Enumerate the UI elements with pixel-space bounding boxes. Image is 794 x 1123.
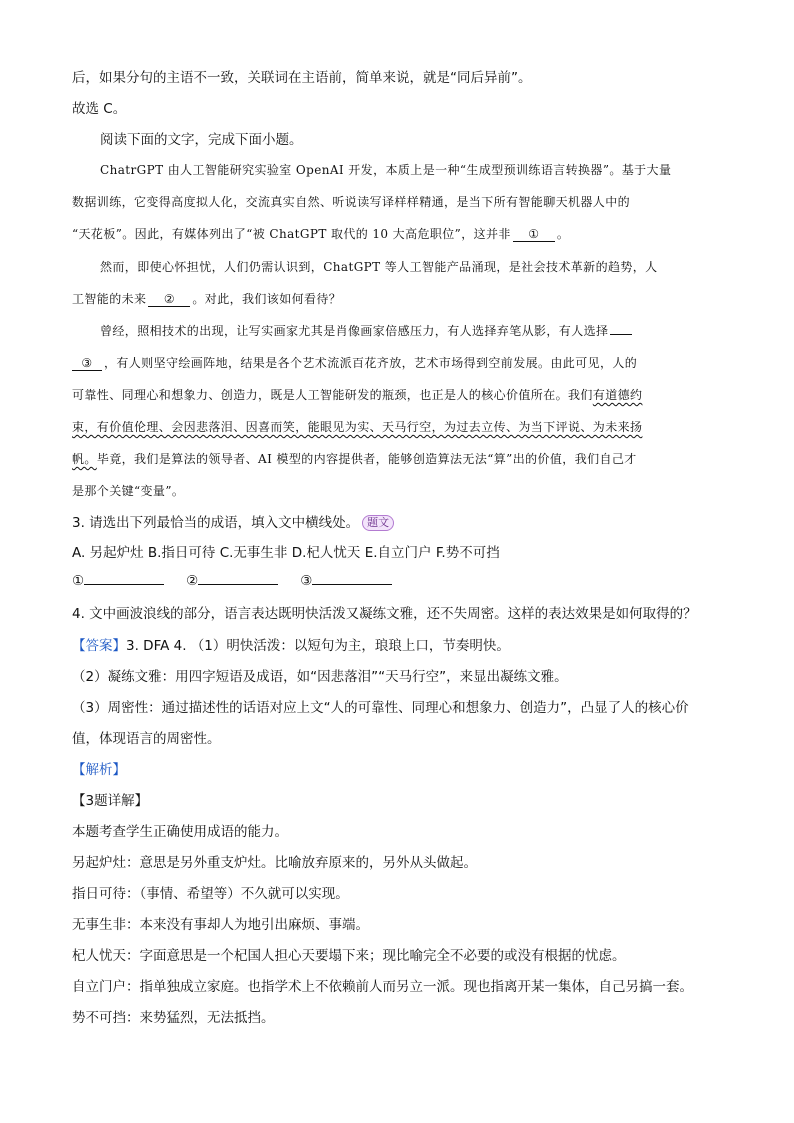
detail-line: 无事生非：本来没有事却人为地引出麻烦、事端。 [72, 917, 369, 933]
detail-line: 指日可待：（事情、希望等）不久就可以实现。 [72, 886, 349, 902]
text-line: 故选 C。 [72, 101, 127, 117]
answer-mark: ① [72, 573, 85, 589]
answer-line [312, 571, 392, 585]
wavy-underline-text: 有道德约 [592, 388, 643, 402]
passage-line [100, 322, 634, 339]
detail-line: 势不可挡：来势猛烈，无法抵挡。 [72, 1010, 275, 1026]
passage-text: 工智能的未来 [72, 292, 147, 306]
answer-mark: ③ [300, 573, 313, 589]
detail-line: 杞人忧天：字面意思是一个杞国人担心天要塌下来；现比喻完全不必要的或没有根据的忧虑。 [72, 948, 626, 964]
passage-line [72, 386, 642, 403]
answer-label: 【答案】 [72, 638, 126, 654]
text-line: 后，如果分句的主语不一致，关联词在主语前，简单来说，就是“同后异前”。 [72, 70, 532, 86]
passage-line [72, 290, 341, 307]
blank-3: ③ [72, 356, 102, 371]
detail-line: 另起炉灶：意思是另外重支炉灶。比喻放弃原来的，另外从头做起。 [72, 855, 477, 871]
detail-label: 【3题详解】 [72, 793, 149, 809]
question-3 [72, 511, 394, 531]
passage-text: 。对此，我们该如何看待？ [192, 292, 342, 306]
blank-2: ② [148, 292, 190, 307]
passage-line [72, 354, 637, 371]
passage-line [72, 418, 642, 435]
answer-mark: ② [186, 573, 199, 589]
passage-text: 毕竟，我们是算法的领导者、AI 模型的内容提供者，能够创造算法无法“算”出的价值，我们自己才 [96, 452, 637, 466]
answer-line: （3）周密性：通过描述性的话语对应上文“人的可靠性、同理心和想象力、创造力”，凸显了人的核心价 [72, 700, 689, 716]
question-4: 4. 文中画波浪线的部分，语言表达既明快活泼又凝练文雅，还不失周密。这样的表达效果是如何取得的？ [72, 606, 697, 622]
answer-line [198, 571, 278, 585]
answer-line: （2）凝练文雅：用四字短语及成语，如“因悲落泪”“天马行空”，来显出凝练文雅。 [72, 669, 568, 685]
detail-line: 自立门户：指单独成立家庭。也指学术上不依赖前人而另立一派。现也指离开某一集体，自己另搞一套。 [72, 979, 693, 995]
question-text: 3. 请选出下列最恰当的成语，填入文中横线处。 [72, 515, 360, 531]
passage-line [72, 225, 569, 242]
wavy-underline-text: 帆。 [72, 452, 97, 466]
reading-instruction: 阅读下面的文字，完成下面小题。 [100, 132, 303, 148]
passage-text: ，有人则坚守绘画阵地，结果是各个艺术流派百花齐放，艺术市场得到空前发展。由此可见，人的 [104, 356, 638, 370]
passage-line: 数据训练，它变得高度拟人化，交流真实自然、听说读写译样样精通，是当下所有智能聊天机器人中的 [72, 195, 631, 209]
blank-1: ① [513, 227, 555, 242]
passage-text: “天花板”。因此，有媒体列出了“被 ChatGPT 取代的 10 大高危职位”，这并非 [72, 227, 511, 241]
wavy-underline-text: 束，有价值伦理、会因悲落泪、因喜而笑，能眼见为实、天马行空，为过去立传、为当下评说、为未来扬 [72, 420, 643, 434]
passage-line: 然而，即使心怀担忧，人们仍需认识到，ChatGPT 等人工智能产品涌现，是社会技术革新的趋势，人 [100, 260, 658, 274]
passage-text: 曾经，照相技术的出现，让写实画家尤其是肖像画家倍感压力，有人选择弃笔从影，有人选择 [100, 324, 609, 338]
passage-line: ChatrGPT 由人工智能研究实验室 OpenAI 开发，本质上是一种“生成型预训练语言转换器”。基于大量 [100, 163, 672, 177]
passage-text: 。 [556, 227, 570, 241]
answer-line [84, 571, 164, 585]
question-options: A. 另起炉灶 B.指日可待 C.无事生非 D.杞人忧天 E.自立门户 F.势不可挡 [72, 545, 500, 561]
answer-text: 3. DFA 4. （1）明快活泼：以短句为主，琅琅上口，节奏明快。 [126, 638, 510, 654]
detail-line: 本题考查学生正确使用成语的能力。 [72, 824, 288, 840]
passage-line [72, 450, 637, 467]
answer-line: 值，体现语言的周密性。 [72, 731, 221, 747]
passage-line: 是那个关键“变量”。 [72, 484, 185, 498]
answer-line [72, 634, 510, 654]
passage-text: 可靠性、同理心和想象力、创造力，既是人工智能研发的瓶颈，也正是人的核心价值所在。我们 [72, 388, 593, 402]
answer-blanks [72, 571, 414, 589]
question-tag-badge[interactable]: 题文 [362, 515, 394, 531]
analysis-label: 【解析】 [72, 762, 126, 778]
blank-3-start [610, 334, 632, 335]
